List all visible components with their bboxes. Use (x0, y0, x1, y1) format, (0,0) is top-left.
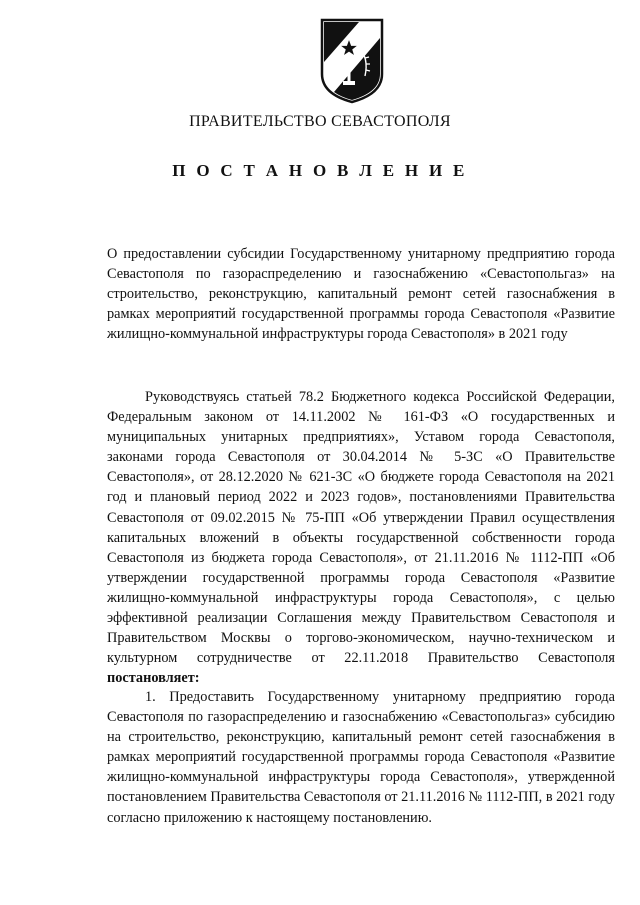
sevastopol-coat-of-arms-icon (319, 18, 385, 104)
document-type-heading: П О С Т А Н О В Л Е Н И Е (172, 161, 468, 180)
decree-subject: О предоставлении субсидии Государственному унитарному предприятию города Севастополя по газораспределению и газоснабжению «Севастопольгаз» на строительство, реконструкцию, капитальный ремонт сетей газоснабжения в рамках мероприятий государственной программы города Севастополя «Развитие жилищно-коммунальной инфраструктуры города Севастополя» в 2021 году (107, 246, 615, 343)
decree-word: постановляет: (107, 670, 200, 687)
decree-preamble (107, 387, 615, 688)
decree-item-1: 1. Предоставить Государственному унитарному предприятию города Севастополя по газораспределению и газоснабжению «Севастопольгаз» субсидию на строительство, реконструкцию, капитальный ремонт сетей газоснабжения в рамках мероприятий государственной программы города Севастополя «Развитие жилищно-коммунальной инфраструктуры города Севастополя», утвержденной постановлением Правительства Севастополя от 21.11.2016 № 1112-ПП, в 2021 году согласно приложению к настоящему постановлению. (107, 689, 615, 826)
government-name: ПРАВИТЕЛЬСТВО СЕВАСТОПОЛЯ (189, 113, 451, 130)
preamble-text: Руководствуясь статьей 78.2 Бюджетного кодекса Российской Федерации, Федеральным законом от 14.11.2002 № 161-ФЗ «О государственных и муниципальных унитарных предприятиях», Уставом города Севастополя, законами города Севастополя от 30.04.2014 № 5-ЗС «О Правительстве Севастополя», от 28.12.2020 № 621-ЗС «О бюджете города Севастополя на 2021 год и плановый период 2022 и 2023 годов», постановлениями Правительства Севастополя от 09.02.2015 № 75-ПП «Об утверждении Правил осуществления капитальных вложений в объекты государственной собственности города Севастополя из бюджета города Севастополя», от 21.11.2016 № 1112-ПП «Об утверждении государственной программы города Севастополя «Развитие жилищно-коммунальной инфраструктуры города Севастополя», с целью эффективной реализации Соглашения между Правительством Севастополя и Правительством Москвы о торгово-экономическом, научно-техническом и культурном сотрудничестве от 22.11.2018 Правительство Севастополя (107, 389, 615, 667)
